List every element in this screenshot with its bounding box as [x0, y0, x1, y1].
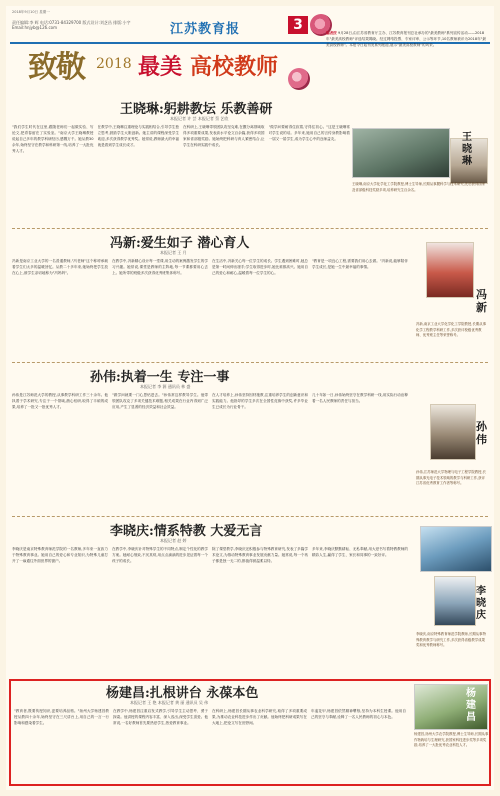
article-feng: [10, 232, 490, 362]
article-column: 李晓庆是南京特殊教育师范学院的一名教师,多年来一直致力于特殊教育事业。她用自己的爱心和专业知识,为特殊儿童打开了一扇通往外面世界的窗户。: [12, 547, 108, 563]
hero-banner: [10, 42, 320, 102]
article-column: 冯新是南京工业大学的一名普通教师,"冯老师"这个称呼承载着学生们太多的温暖回忆。从教二十多年来,她始终把学生放在心上,被学生亲切地称为"冯妈妈"。: [12, 259, 108, 275]
headline: 冯新:爱生如子 潜心育人: [110, 236, 250, 251]
article-column: "做学问要耐得住寂寞,守得住初心。"这是王晓琳常对学生说的话。多年来,她用自己的言传身教影响着一届又一届学生,成为学生心中的良师益友。: [268, 125, 350, 141]
byline: 本报记者 王 月: [160, 250, 187, 255]
article-wang: [10, 98, 490, 226]
photo-caption: 冯新,南京工业大学化学化工学院教授,长期从事化学工程教学科研工作,多次获评校级优秀教师、优秀班主任等荣誉称号。: [416, 322, 486, 338]
byline: 本报记者 李 源 通讯员 林 盛: [140, 384, 191, 389]
hero-most: 最美: [138, 54, 183, 80]
headline: 杨建昌:扎根讲台 永葆本色: [106, 686, 259, 701]
editor-note: [326, 30, 486, 70]
portrait-photo: [426, 242, 474, 298]
article-column: 在生活中,冯新关心每一位学生的成长。学生遇到困难时,她总是第一时间伸出援手;学生取得进步时,她比谁都高兴。她用自己的爱心和耐心,温暖着每一位学生的心。: [212, 259, 308, 275]
article-li: [10, 520, 490, 676]
calligraphy-name: 孙伟: [476, 420, 487, 446]
lab-photo: [352, 128, 450, 178]
photo-caption: 王晓琳,南京大学化学化工学院教授,博士生导师,长期从事膜科学与技术研究,先后获得国家及省部级科技奖励多项,培养研究生百余名。: [352, 182, 486, 192]
article-column: 孙伟是江苏师范大学的教授,从事教学科研工作三十余年。他执着于学术研究,专注于一个领域,潜心钻研,取得了丰硕的成果,培养了一批又一批优秀人才。: [12, 393, 108, 409]
photo-caption: 孙伟,江苏师范大学物理与电子工程学院教授,长期从事光电子技术领域的教学与科研工作,获评江苏省优秀教育工作者等称号。: [416, 470, 486, 486]
divider: [12, 516, 488, 517]
hero-title: 高校教师: [190, 54, 279, 80]
article-column: 年逾花甲,杨建昌依然精神矍铄,坚持为本科生授课。他用自己的坚守与奉献,诠释了一名人民教师的初心与本色。: [311, 709, 406, 719]
article-column: 除了课堂教学,李晓庆还积极参与特殊教育研究,发表了多篇学术论文,为推动特殊教育事业发展贡献力量。她常说,每一个孩子都是独一无二的,都值得被温柔以待。: [212, 547, 308, 563]
article-column: "做学问就要一门心思钻进去。"孙伟常这样教导学生。他带领团队攻克了多项关键技术难题,相关成果在行业内得到广泛应用,产生了显著的经济效益和社会效益。: [112, 393, 208, 409]
article-yang: [10, 682, 490, 784]
portrait-photo: [430, 404, 476, 460]
newspaper-brand: 江苏教育报: [170, 22, 241, 37]
byline: 本报记者 许 芸 本报记者 蔡 艺欣: [170, 116, 229, 121]
calligraphy-name: 李晓庆: [476, 586, 486, 621]
editor-note-label: 编者按: [326, 31, 337, 35]
headline: 孙伟:执着一生 专注一事: [90, 370, 230, 385]
flower-icon: [288, 68, 310, 90]
headline: 王晓琳:躬耕教坛 乐教善研: [120, 102, 273, 117]
article-column: 在教学中,王晓琳注重理论与实践相结合,引导学生独立思考,鼓励学生大胆创新。她主讲的课程深受学生欢迎,多次获得教学优秀奖。她常说,教师最大的幸福就是看到学生成长成才。: [97, 125, 179, 147]
portrait-photo: [434, 576, 476, 626]
article-column: 在科研上,杨建昌长期从事农业科学研究,取得了多项重要成果,为推动农业科技进步作出了贡献。他始终把科研成果写在大地上,把论文写在田野间。: [212, 709, 307, 725]
article-sun: [10, 366, 490, 514]
divider: [12, 228, 488, 229]
calligraphy-name: 杨建昌: [466, 688, 476, 723]
classroom-photo: [420, 526, 492, 572]
calligraphy-name: 冯新: [476, 288, 487, 314]
article-column: "教育者,既要传授知识,更要培养品格。"扬州大学杨建昌教授从教四十余年,始终坚守在三尺讲台上,用自己的一言一行影响和感染着学生。: [14, 709, 109, 725]
hero-zhijing: 致敬: [28, 50, 84, 85]
editorial-meta: 责任编辑:李 辉 电话:0731-84329700 版式设计:刘芝昌 排版:小宇 Email:hnjyb@126.com: [12, 20, 131, 30]
article-column: "教育是一项良心工程,需要我们用心去做。"冯新说,能够陪伴学生成长,是她一生中最幸福的事情。: [312, 259, 408, 269]
headline: 李晓庆:情系特教 大爱无言: [110, 524, 263, 539]
photo-caption: 杨建昌,扬州大学农学院教授,博士生导师,长期从事作物栽培与生理研究,获国家科技进步奖等多项奖励,培养了一大批优秀农业科技人才。: [414, 732, 489, 748]
byline: 本报记者 赵 婷: [160, 538, 187, 543]
article-column: 在教学中,杨建昌注重启发式教学,引导学生主动思考、勇于探索。他讲授的课程内容丰富、深入浅出,深受学生喜爱。他常说,一名好教师首先要热爱学生,热爱教育事业。: [113, 709, 208, 725]
editor-note-text: 9月28日,由江苏省教育厅主办、江苏教育报刊总社承办的"最美教师"系列宣传活动——2018年"最美高校教师"评选结果揭晓。经过网络投票、专家评审、公示等环节,10名教师被评为2018年"最美高校教师"。本报今日起刊发系列报道,展示"最美高校教师"的风采。: [326, 31, 486, 47]
article-column: 几十年如一日,孙伟始终坚守在教学科研一线,用实际行动诠释着一名人民教师的责任与担当。: [312, 393, 408, 403]
photo-caption: 李晓庆,南京特殊教育师范学院教师,长期从事特殊教育教学与研究工作,多次获得省级教学成果奖和优秀教师称号。: [416, 632, 486, 648]
page-number: 3: [288, 16, 308, 34]
hero-year: 2018: [96, 56, 132, 72]
article-column: 在教学中,李晓庆针对特殊学生的不同特点,制定个性化的教学方案。她耐心细致,不厌其烦,用点点滴滴的进步见证着每一个孩子的成长。: [112, 547, 208, 563]
issue-date: 2018年9月10日 星期一: [12, 10, 50, 14]
divider: [12, 362, 488, 363]
article-column: 在人才培养上,孙伟坚持因材施教,注重培养学生的创新意识和实践能力。他指导的学生多次在全国性竞赛中获奖,许多毕业生已成长为行业骨干。: [212, 393, 308, 409]
byline: 本报记者 王 艳 本报记者 黄 丽 通讯员 吴 伟: [130, 700, 209, 705]
calligraphy-name: 王晓琳: [462, 132, 472, 167]
article-column: "我们学生时代在这里,跟随老师们一起做实验、写论文,把青春留在了实验室。"南京大学王晓琳教授说起自己多年的教学科研经历,感慨万千。她从教30余年,始终坚守在教学和科研第一线,培养了一大批优秀人才。: [12, 125, 94, 153]
article-column: 在教学中,冯新精心设计每一堂课,用生动的案例激发学生的学习兴趣。她常说,课堂是教师的主阵地,每一节课都要用心去上。她所带的班级多次获得优秀班集体称号。: [112, 259, 208, 275]
article-column: 多年来,李晓庆默默耕耘、无私奉献,用大爱书写着特教教师的精彩人生,赢得了学生、家长和同事的一致好评。: [312, 547, 408, 557]
article-column: 在科研上,王晓琳带领团队攻坚克难,在膜分离领域取得多项重要成果,发表高水平论文百余篇,获得多项国家和省部级奖励。她始终把科研与育人紧密结合,让学生在科研实践中成长。: [183, 125, 265, 147]
